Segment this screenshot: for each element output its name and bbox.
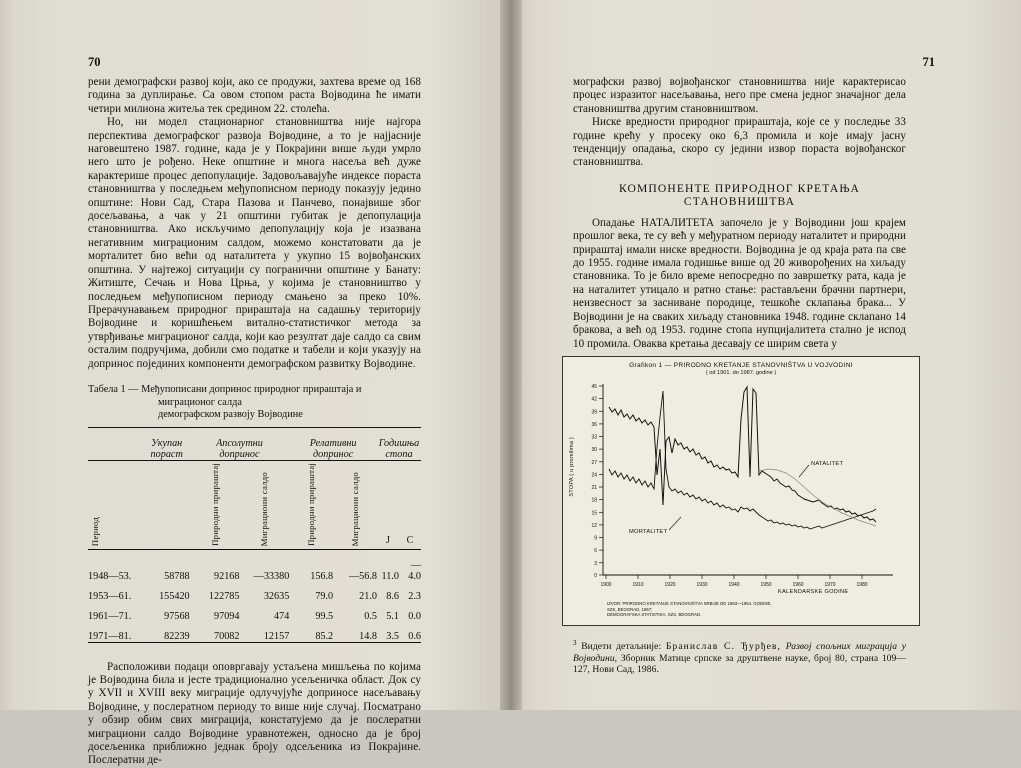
svg-text:27: 27 (591, 459, 597, 466)
footnote-rest: Зборник Матице српске за друштвене науке, број 80, страна 109—127, Нови Сад, 1986. (573, 652, 907, 676)
table-subcol-j: J (386, 535, 390, 547)
paragraph: Опадање НАТАЛИТЕТА започело је у Војводини још крајем прошлог века, те су већ у међуратном периоду наталитет и природни прираштај имали ниске вредности. Војводина је од краја рата па све до 1955. године имала годишње више од 20 живорођених на хиљаду становника. То је било време непосредно по завршетку рата, када је на наталитет утицало и ратно стање: растављени брачни партнери, неизвесност за засниване породице, тешкоће склапања брака... У Војводини је на сваких хиљаду становника 1948. године склапано 14 бракова, а већ од 1953. године стопа нупцијалитета стално је испод 10 промила. Оваква кретања десавају се ширим света у (573, 216, 906, 350)
paragraph: Ниске вредности природног прираштаја, које се у последње 33 године крећу у просеку око 6,3 промила и које имају јасну тенденцију опадања, скоро су једини извор пораста војвођанског становништва. (573, 116, 906, 169)
series-label-natalitet: NATALITET (811, 461, 844, 467)
svg-text:33: 33 (591, 434, 597, 441)
right-page (511, 0, 1021, 710)
table-vhead-period: Период (90, 516, 100, 547)
footnote-author: Бранислав С. Ђурђев, (665, 641, 782, 653)
svg-text:36: 36 (591, 421, 597, 428)
svg-text:9: 9 (594, 535, 597, 542)
svg-text:1960: 1960 (792, 582, 804, 588)
book-gutter-shadow (500, 0, 522, 710)
svg-text:1970: 1970 (824, 582, 836, 588)
table-head-total: Укупан пораст (150, 438, 183, 461)
table-row: 1953—61. 155420 122785 32635 79.0 21.0 8.6 2.3 (88, 591, 421, 603)
chart-x-axis-label: KALENDARSKE GODINE (778, 589, 849, 595)
svg-text:15: 15 (591, 510, 597, 517)
chart-y-axis-label: STOPA ( u promilima ) (569, 437, 575, 497)
svg-text:21: 21 (591, 485, 597, 491)
table-vhead-migration-abs: Миграциони салдо (259, 471, 270, 547)
svg-text:39: 39 (591, 409, 597, 416)
table-head-relative: Релативни допринос (309, 438, 357, 461)
table-vhead-natural-rel: Природни прираштај (306, 463, 317, 547)
table-caption (88, 384, 421, 422)
chart-figure (562, 356, 920, 626)
table-row: 1971—81. 82239 70082 12157 85.2 14.8 3.5 0.6 (88, 630, 421, 642)
svg-text:24: 24 (591, 472, 597, 479)
chart-plot (563, 357, 919, 625)
footnote-title: Развој спољних миграција у Војводини, (573, 641, 907, 664)
table-head-absolute: Апсолутни допринос (216, 438, 263, 461)
svg-text:12: 12 (591, 522, 597, 529)
table-row: 1948—53. 58788 92168 —33380 156.8 —56.8 11.0 —4.0 (88, 560, 421, 583)
page-number-right: 71 (922, 55, 935, 69)
table-vhead-natural-abs: Природни прираштај (209, 463, 220, 547)
paragraph: Расположиви подаци оповргавају устаљена мишљења по којима је Војводина била и јесте традиционално усељеничка област. Док су у XVII и XVIII веку миграције одлучујуће доприносе насељавању Војводине, у послератном периоду то више није случај. Посматрано у обзир обим свих миграција, констатујемо да је послератни миграциони салдо Војводине уравнотежен, односно да је број досељеника приближно једнак броју одсељеника из Покрајине. Послератни де- (88, 660, 421, 767)
svg-text:1940: 1940 (728, 582, 740, 588)
chart-subtitle: ( od 1901. do 1987. godine ) (705, 370, 777, 376)
table-caption-line1: Међупописани допринос природног прираштаја и миграционог салда (141, 383, 362, 408)
chart-title: Grafikon 1 — PRIRODNO KRETANJE STANOVNIŠTVA U VOJVODINI (629, 362, 853, 369)
section-heading: КОМПОНЕНТЕ ПРИРОДНОГ КРЕТАЊА СТАНОВНИШТВА (618, 181, 860, 208)
footnote-marker: 3 (573, 639, 577, 647)
svg-text:1920: 1920 (664, 582, 676, 588)
table-row: 1961—71. 97568 97094 474 99.5 0.5 5.1 0.0 (88, 611, 421, 623)
table-head-rate: Годишња стопа (378, 438, 420, 461)
footnote-intro: Видети детаљније: (581, 641, 662, 653)
svg-text:18: 18 (591, 497, 597, 504)
page-number-left: 70 (88, 55, 101, 69)
data-table (88, 427, 421, 646)
chart-source-legend: IZVOR: PRIRODNO KRETANJE STANOVNIŠTVA SRBIJE OD 1863—1954. GODINE, SZS, BEOGRAD, 1957; DEMOGRAFSKA STATISTIKA, SZS, BEOGRAD. (607, 601, 772, 618)
svg-text:30: 30 (591, 447, 597, 454)
svg-text:1950: 1950 (760, 582, 772, 588)
svg-text:1900: 1900 (600, 582, 612, 588)
paragraph: мографски развој војвођанског становништва није карактерисао процес изразитог насељавања, него пре смена једног значајног дела становништва другим становништвом. (573, 76, 906, 115)
series-label-mortalitet: MORTALITET (629, 529, 668, 535)
svg-text:1980: 1980 (856, 582, 868, 588)
paragraph: рени демографски развој који, ако се продужи, захтева време од 168 година за дуплирање. Са овом стопом раста Војводина ће имати четири милиона житеља тек средином 22. столећа. (88, 76, 421, 115)
svg-text:1930: 1930 (696, 582, 708, 588)
svg-text:42: 42 (591, 396, 597, 403)
footnote (573, 638, 906, 676)
table-vhead-migration-rel: Миграциони салдо (350, 471, 361, 547)
table-subcol-c: C (406, 535, 414, 547)
svg-text:3: 3 (594, 560, 597, 567)
paragraph: Но, ни модел стационарног становништва није најгора перспектива демографског развоја Војводине, а то је најјасније наговештено 1987. године, када је у Покрајини више људи умрло него што је рођено. Неке општине и многа насеља већ дуже карактерише процес депопулације. Задовољавајуће индексе пораста становништва у последњем међупописном периоду показују једино општине: Нови Сад, Стара Пазова и Панчево, понајвише због досељавања, а чак у 21 општини губитак је депопулација становништва. Ако искључимо депопулацију која је изазвана негативним миграционим салдом, можемо констатовати да је морталитет био већи од наталитета у укупно 15 војвођанских општина. У најтежој ситуацији су погранични општине у Банату: Житиште, Сечањ и Нова Црња, у којима је становништво у последњем међупописном периоду смањено за преко 10%. Прерачунавањем природног прираштаја на садашњу територију Војводине и коришћењем витално-статистичког метода за утврђивање миграционог салда, који као резултат даје салдо са свим осталим подручјима, добили смо податке и табели и који указују на допринос појединих компоненти демографском развитку Војводине. (88, 116, 421, 370)
svg-text:1910: 1910 (632, 582, 644, 588)
svg-text:45: 45 (591, 384, 597, 390)
table-caption-label: Табела 1 — (88, 383, 139, 395)
left-page (0, 0, 510, 767)
table-caption-line2: демографском развоју Војводине (158, 409, 303, 421)
svg-text:0: 0 (594, 573, 597, 579)
svg-text:6: 6 (594, 548, 597, 555)
